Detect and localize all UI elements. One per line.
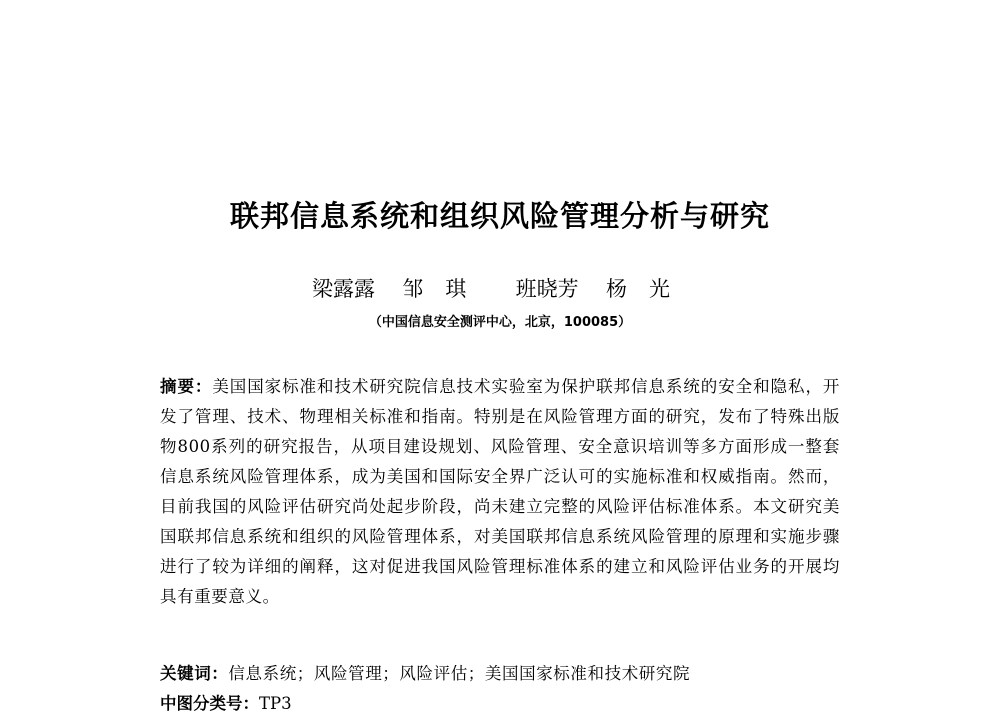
keywords-text: 信息系统；风险管理；风险评估；美国国家标准和技术研究院 bbox=[228, 664, 691, 683]
author-name: 梁露露 bbox=[312, 277, 375, 301]
keywords-label: 关键词： bbox=[160, 664, 229, 683]
author-name: 邹琪 bbox=[402, 277, 489, 301]
author-name: 班晓芳 bbox=[515, 277, 579, 301]
author-list bbox=[312, 274, 692, 304]
abstract-text: 美国国家标准和技术研究院信息技术实验室为保护联邦信息系统的安全和隐私，开发了管理、技术、物理相关标准和指南。特别是在风险管理方面的研究，发布了特殊出版物800系列的研究报告，从项目建设规划、风险管理、安全意识培训等多方面形成一整套信息系统风险管理体系，成为美国和国际安全界广泛认可的实施标准和权威指南。然而，目前我国的风险评估研究尚处起步阶段，尚未建立完整的风险评估标准体系。本文研究美国联邦信息系统和组织的风险管理体系，对美国联邦信息系统风险管理的原理和实施步骤进行了较为详细的阐释，这对促进我国风险管理标准体系的建立和风险评估业务的开展均具有重要意义。 bbox=[160, 377, 840, 606]
author-name: 杨光 bbox=[605, 277, 692, 301]
classification-number bbox=[160, 690, 560, 718]
abstract-label: 摘要： bbox=[160, 377, 213, 396]
classification-value: TP3 bbox=[259, 694, 292, 713]
author-affiliation: （中国信息安全测评中心，北京，100085） bbox=[368, 315, 632, 330]
classification-label: 中图分类号： bbox=[160, 694, 259, 713]
abstract bbox=[160, 372, 840, 612]
keywords bbox=[160, 660, 860, 688]
paper-title: 联邦信息系统和组织风险管理分析与研究 bbox=[229, 199, 770, 233]
